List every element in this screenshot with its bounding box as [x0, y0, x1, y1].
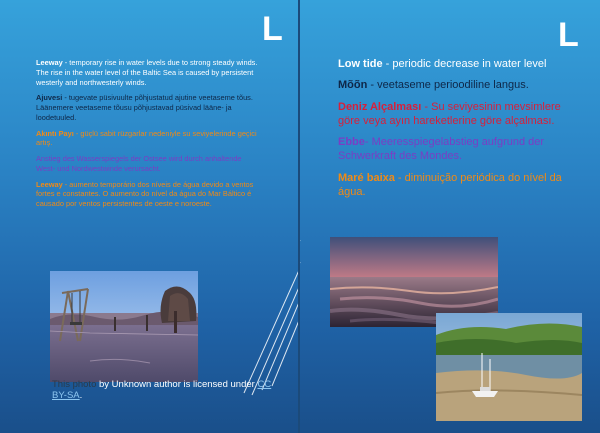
entry-definition: - Su seviyesinin mevsimlere göre veya ayın hareketlerine göre alçalması. — [338, 100, 561, 127]
entry-german — [338, 135, 578, 164]
entry-term: Ebbe — [338, 136, 365, 149]
entry-term: Low tide — [338, 58, 383, 70]
entry-term: Akıntı Payı — [36, 128, 74, 138]
entry-term: Leeway — [36, 58, 63, 67]
entry-estonian — [338, 78, 578, 92]
entry-estonian — [36, 93, 258, 122]
entry-portuguese — [36, 180, 258, 209]
entry-term: Deniz Alçalması — [338, 100, 422, 113]
entry-english — [36, 58, 258, 87]
license-link[interactable]: CC BY-SA — [52, 379, 272, 402]
entry-english — [338, 57, 578, 71]
entry-term: Maré baixa — [338, 171, 395, 184]
photo-attribution — [52, 379, 272, 402]
entry-definition: Anstieg des Wasserspiegels der Ostsee wird durch anhaltende West- und Nordwestwinde verursacht. — [36, 154, 242, 173]
entry-definition: - veetaseme perioodiline langus. — [367, 79, 529, 92]
entry-definition: - aumento temporário dos níveis de água devido a ventos fortes e constantes. O aumento do nível da água do Mar Báltico é causado por ventos persistentes de oeste e noroeste. — [36, 179, 254, 209]
flooded-park-photo — [50, 271, 198, 382]
glossary-text — [338, 57, 578, 206]
slide-letter: L — [558, 16, 579, 54]
entry-term: Leeway — [36, 179, 63, 189]
entry-definition: - Meeresspiegelabstieg aufgrund der Schwerkraft des Mondes. — [338, 136, 545, 163]
slide-letter: L — [262, 10, 283, 48]
sailboat-low-tide-photo — [436, 313, 582, 421]
glossary-text — [36, 58, 258, 215]
entry-definition: - tugevate püsivuulte põhjustatud ajutine veetaseme tõus. Läänemere veetaseme tõusu põhjustavad püsivad lääne- ja loodetuuled. — [36, 93, 253, 122]
caption-text: by Unknown author is licensed under — [96, 379, 258, 390]
entry-turkish — [36, 129, 258, 149]
entry-portuguese — [338, 171, 578, 200]
entry-term: Mõõn — [338, 79, 368, 92]
caption-text: . — [79, 390, 83, 402]
entry-term: Ajuvesi — [36, 93, 63, 103]
entry-definition: - periodic decrease in water level — [382, 58, 547, 70]
entry-definition: - diminuição periódica do nível da água. — [338, 171, 562, 199]
entry-german — [36, 154, 258, 174]
caption-text: This photo — [52, 379, 97, 390]
slide-low-tide — [300, 0, 600, 433]
entry-turkish — [338, 100, 578, 129]
entry-definition: - temporary rise in water levels due to strong steady winds. The rise in the water level of the Baltic Sea is caused by persistent westerly and northwesterly winds. — [36, 58, 258, 87]
entry-definition: - güçlü sabit rüzgarlar nedeniyle su seviyelerinde geçici artış. — [36, 128, 257, 148]
